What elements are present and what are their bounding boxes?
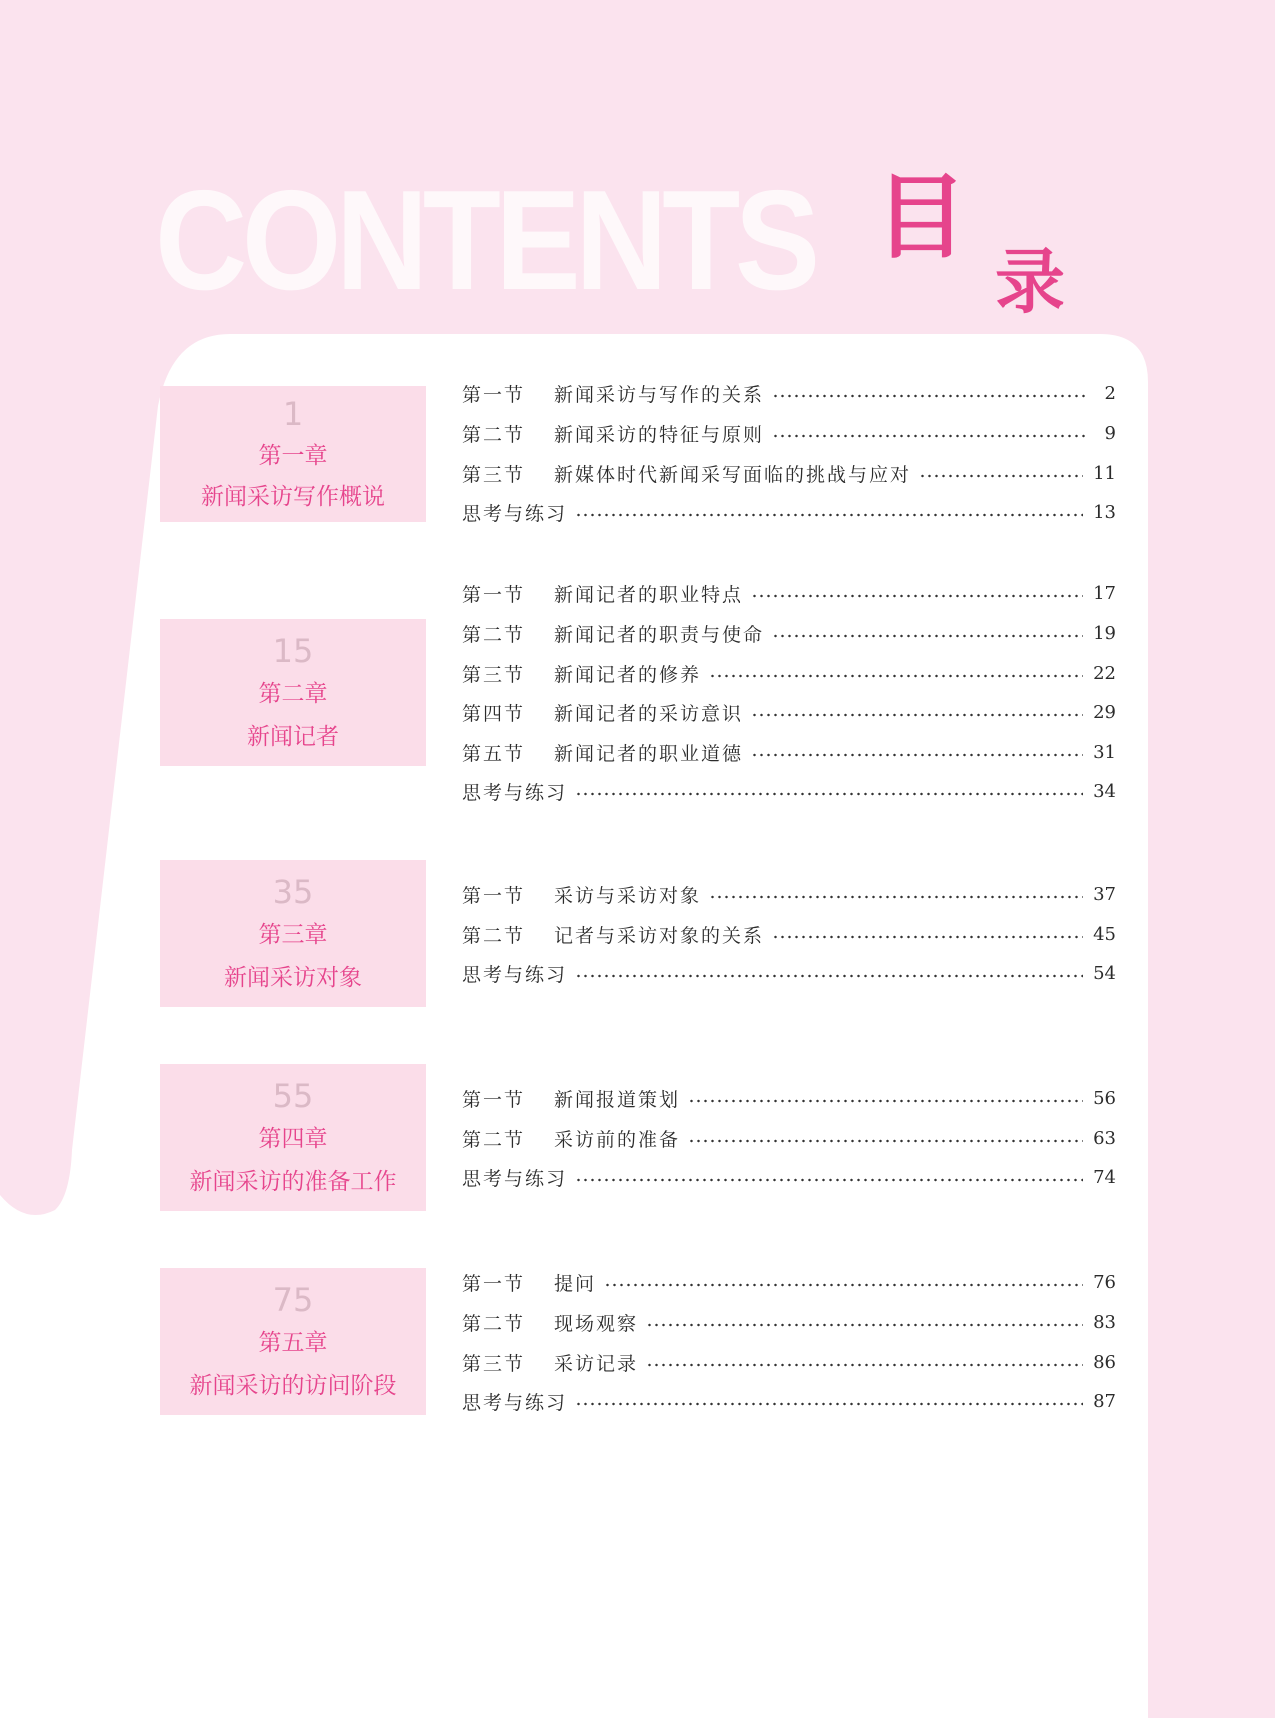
toc-entry[interactable] bbox=[462, 879, 1116, 909]
chapter-start-page: 55 bbox=[272, 1077, 314, 1115]
dot-leader bbox=[575, 1178, 1083, 1182]
dot-leader bbox=[575, 513, 1083, 517]
toc-entry-exercises[interactable] bbox=[462, 776, 1116, 806]
chapter-label: 第三章 bbox=[258, 922, 328, 948]
chapter-start-page: 1 bbox=[282, 395, 304, 433]
chapter-box-1[interactable] bbox=[160, 386, 426, 522]
toc-page-number: 83 bbox=[1093, 1311, 1116, 1333]
chapter-label: 第四章 bbox=[258, 1126, 328, 1152]
toc-entry[interactable] bbox=[462, 1123, 1116, 1153]
toc-page-number: 22 bbox=[1093, 662, 1116, 684]
toc-section: 第二节 bbox=[462, 924, 526, 947]
toc-page-number: 56 bbox=[1093, 1087, 1116, 1109]
toc-title: 新媒体时代新闻采写面临的挑战与应对 bbox=[554, 463, 912, 486]
toc-title: 思考与练习 bbox=[462, 1391, 568, 1414]
toc-section: 第一节 bbox=[462, 1088, 526, 1111]
dot-leader bbox=[646, 1323, 1083, 1327]
chapter-name: 新闻采访对象 bbox=[224, 965, 362, 991]
toc-page-number: 9 bbox=[1104, 422, 1116, 444]
toc-entry[interactable] bbox=[462, 418, 1116, 448]
toc-section: 第五节 bbox=[462, 742, 526, 765]
toc-page-number: 19 bbox=[1093, 622, 1116, 644]
toc-page-number: 74 bbox=[1093, 1166, 1116, 1188]
toc-title: 现场观察 bbox=[554, 1312, 639, 1335]
chapter-name: 新闻采访写作概说 bbox=[201, 484, 385, 510]
dot-leader bbox=[919, 474, 1083, 478]
chapter-box-5[interactable] bbox=[160, 1268, 426, 1415]
chapter-start-page: 15 bbox=[272, 632, 314, 670]
toc-page-number: 76 bbox=[1093, 1271, 1116, 1293]
toc-title: 思考与练习 bbox=[462, 781, 568, 804]
toc-entry[interactable] bbox=[462, 1267, 1116, 1297]
dot-leader bbox=[772, 935, 1083, 939]
toc-title: 新闻记者的职业道德 bbox=[554, 742, 744, 765]
toc-entry-exercises[interactable] bbox=[462, 1386, 1116, 1416]
toc-page-number: 11 bbox=[1093, 462, 1116, 484]
toc-title: 提问 bbox=[554, 1272, 597, 1295]
toc-section: 第三节 bbox=[462, 1352, 526, 1375]
chapter-box-2[interactable] bbox=[160, 619, 426, 766]
chapter-label: 第二章 bbox=[258, 681, 328, 707]
dot-leader bbox=[575, 792, 1083, 796]
chapter-start-page: 75 bbox=[272, 1281, 314, 1319]
toc-title: 新闻记者的修养 bbox=[554, 663, 702, 686]
toc-title: 新闻记者的采访意识 bbox=[554, 702, 744, 725]
toc-title: 新闻采访的特征与原则 bbox=[554, 423, 765, 446]
toc-entry[interactable] bbox=[462, 737, 1116, 767]
chapter-name: 新闻采访的访问阶段 bbox=[189, 1373, 397, 1399]
toc-title: 新闻采访与写作的关系 bbox=[554, 383, 765, 406]
dot-leader bbox=[772, 434, 1088, 438]
toc-section: 第一节 bbox=[462, 383, 526, 406]
contents-watermark: CONTENTS bbox=[155, 161, 815, 320]
dot-leader bbox=[604, 1283, 1083, 1287]
toc-page-number: 31 bbox=[1093, 741, 1116, 763]
toc-entry[interactable] bbox=[462, 658, 1116, 688]
dot-leader bbox=[751, 713, 1083, 717]
dot-leader bbox=[646, 1363, 1083, 1367]
toc-page-number: 87 bbox=[1093, 1390, 1116, 1412]
toc-page-number: 54 bbox=[1093, 962, 1116, 984]
toc-page-number: 13 bbox=[1093, 501, 1116, 523]
toc-section: 第二节 bbox=[462, 623, 526, 646]
toc-section: 第二节 bbox=[462, 1128, 526, 1151]
dot-leader bbox=[575, 1402, 1083, 1406]
toc-entry[interactable] bbox=[462, 1307, 1116, 1337]
toc-entry[interactable] bbox=[462, 1083, 1116, 1113]
toc-section: 第一节 bbox=[462, 583, 526, 606]
toc-title: 新闻记者的职业特点 bbox=[554, 583, 744, 606]
toc-page-number: 34 bbox=[1093, 780, 1116, 802]
dot-leader bbox=[575, 974, 1083, 978]
chapter-start-page: 35 bbox=[272, 873, 314, 911]
dot-leader bbox=[688, 1099, 1083, 1103]
toc-entry[interactable] bbox=[462, 697, 1116, 727]
toc-section: 第三节 bbox=[462, 663, 526, 686]
toc-section: 第二节 bbox=[462, 1312, 526, 1335]
toc-entry[interactable] bbox=[462, 1347, 1116, 1377]
toc-section: 第一节 bbox=[462, 884, 526, 907]
toc-entry[interactable] bbox=[462, 378, 1116, 408]
toc-section: 第二节 bbox=[462, 423, 526, 446]
toc-title: 思考与练习 bbox=[462, 502, 568, 525]
toc-title: 新闻报道策划 bbox=[554, 1088, 681, 1111]
toc-entry[interactable] bbox=[462, 618, 1116, 648]
chapter-name: 新闻记者 bbox=[247, 724, 339, 750]
dot-leader bbox=[751, 594, 1083, 598]
toc-title: 采访前的准备 bbox=[554, 1128, 681, 1151]
toc-title: 采访记录 bbox=[554, 1352, 639, 1375]
toc-page-number: 45 bbox=[1093, 923, 1116, 945]
toc-section: 第四节 bbox=[462, 702, 526, 725]
dot-leader bbox=[709, 895, 1083, 899]
toc-entry-exercises[interactable] bbox=[462, 1162, 1116, 1192]
title-char-mu: 目 bbox=[875, 164, 968, 271]
toc-entry[interactable] bbox=[462, 578, 1116, 608]
dot-leader bbox=[772, 634, 1083, 638]
toc-section: 第三节 bbox=[462, 463, 526, 486]
title-char-lu: 录 bbox=[995, 241, 1065, 323]
chapter-name: 新闻采访的准备工作 bbox=[189, 1169, 397, 1195]
toc-page-number: 2 bbox=[1104, 382, 1116, 404]
toc-page-number: 37 bbox=[1093, 883, 1116, 905]
dot-leader bbox=[688, 1139, 1083, 1143]
toc-entry[interactable] bbox=[462, 919, 1116, 949]
toc-title: 思考与练习 bbox=[462, 1167, 568, 1190]
toc-title: 采访与采访对象 bbox=[554, 884, 702, 907]
toc-entry-exercises[interactable] bbox=[462, 497, 1116, 527]
chapter-box-4[interactable] bbox=[160, 1064, 426, 1211]
chapter-label: 第一章 bbox=[258, 443, 328, 469]
toc-page-number: 86 bbox=[1093, 1351, 1116, 1373]
toc-entry-exercises[interactable] bbox=[462, 958, 1116, 988]
chapter-label: 第五章 bbox=[258, 1330, 328, 1356]
dot-leader bbox=[709, 674, 1083, 678]
toc-title: 记者与采访对象的关系 bbox=[554, 924, 765, 947]
toc-page-number: 63 bbox=[1093, 1127, 1116, 1149]
toc-title: 新闻记者的职责与使命 bbox=[554, 623, 765, 646]
toc-entry[interactable] bbox=[462, 458, 1116, 488]
dot-leader bbox=[772, 394, 1088, 398]
dot-leader bbox=[751, 753, 1083, 757]
toc-page-number: 17 bbox=[1093, 582, 1116, 604]
chapter-box-3[interactable] bbox=[160, 860, 426, 1007]
toc-title: 思考与练习 bbox=[462, 963, 568, 986]
toc-section: 第一节 bbox=[462, 1272, 526, 1295]
toc-page-number: 29 bbox=[1093, 701, 1116, 723]
